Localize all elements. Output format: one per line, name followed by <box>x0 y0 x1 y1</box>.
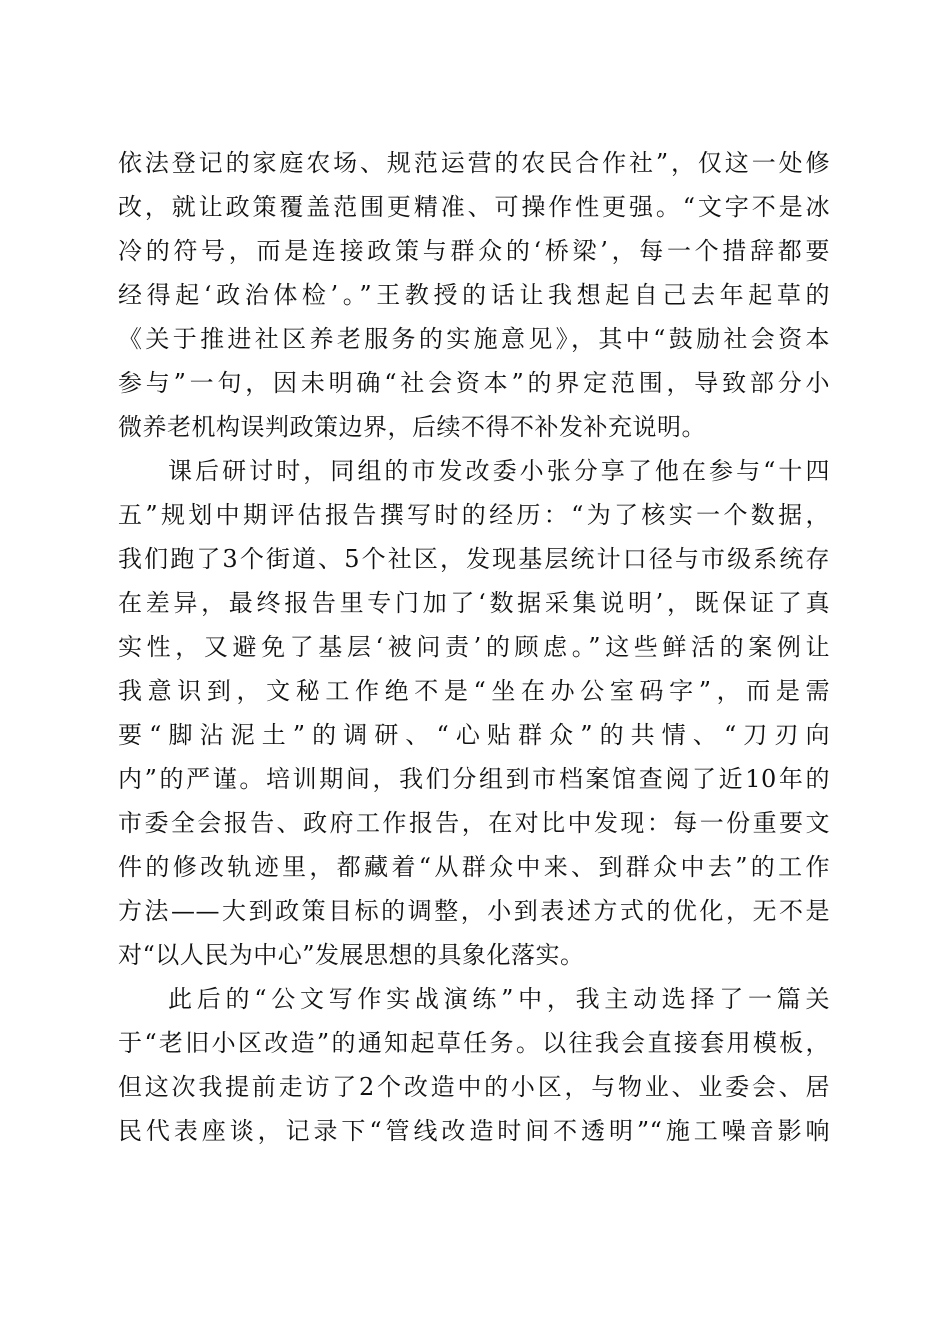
text-line: 要“脚沾泥土”的调研、“心贴群众”的共情、“刀刃向 <box>118 721 830 749</box>
text-line: 我们跑了3个街道、5个社区，发现基层统计口径与市级系统存 <box>118 545 830 573</box>
text-line: 依法登记的家庭农场、规范运营的农民合作社”，仅这一处修 <box>118 149 830 177</box>
text-line: 我意识到，文秘工作绝不是“坐在办公室码字”，而是需 <box>118 677 830 705</box>
text-line: 改，就让政策覆盖范围更精准、可操作性更强。“文字不是冰 <box>118 193 830 221</box>
text-line: 对“以人民为中心”发展思想的具象化落实。 <box>118 941 585 969</box>
text-line: 市委全会报告、政府工作报告，在对比中发现：每一份重要文 <box>118 809 830 837</box>
text-line: 五”规划中期评估报告撰写时的经历：“为了核实一个数据， <box>118 501 830 529</box>
text-line: 于“老旧小区改造”的通知起草任务。以往我会直接套用模板， <box>118 1029 830 1057</box>
text-line: 《关于推进社区养老服务的实施意见》，其中“鼓励社会资本 <box>118 325 830 353</box>
text-line: 但这次我提前走访了2个改造中的小区，与物业、业委会、居 <box>118 1073 830 1101</box>
text-line: 冷的符号，而是连接政策与群众的‘桥梁’，每一个措辞都要 <box>118 237 830 265</box>
paragraph-first-line: 课后研讨时，同组的市发改委小张分享了他在参与“十四 <box>168 457 830 485</box>
text-line: 参与”一句，因未明确“社会资本”的界定范围，导致部分小 <box>118 369 830 397</box>
text-line: 方法——大到政策目标的调整，小到表述方式的优化，无不是 <box>118 897 830 925</box>
text-line: 实性，又避免了基层‘被问责’的顾虑。”这些鲜活的案例让 <box>118 633 830 661</box>
text-line: 民代表座谈，记录下“管线改造时间不透明”“施工噪音影响 <box>118 1117 830 1145</box>
text-line: 经得起‘政治体检’。”王教授的话让我想起自己去年起草的 <box>118 281 830 309</box>
paragraph-first-line: 此后的“公文写作实战演练”中，我主动选择了一篇关 <box>168 985 830 1013</box>
text-line: 在差异，最终报告里专门加了‘数据采集说明’，既保证了真 <box>118 589 830 617</box>
body-text <box>118 141 830 1153</box>
text-line: 内”的严谨。培训期间，我们分组到市档案馆查阅了近10年的 <box>118 765 830 793</box>
text-line: 微养老机构误判政策边界，后续不得不补发补充说明。 <box>118 413 706 441</box>
text-line: 件的修改轨迹里，都藏着“从群众中来、到群众中去”的工作 <box>118 853 830 881</box>
